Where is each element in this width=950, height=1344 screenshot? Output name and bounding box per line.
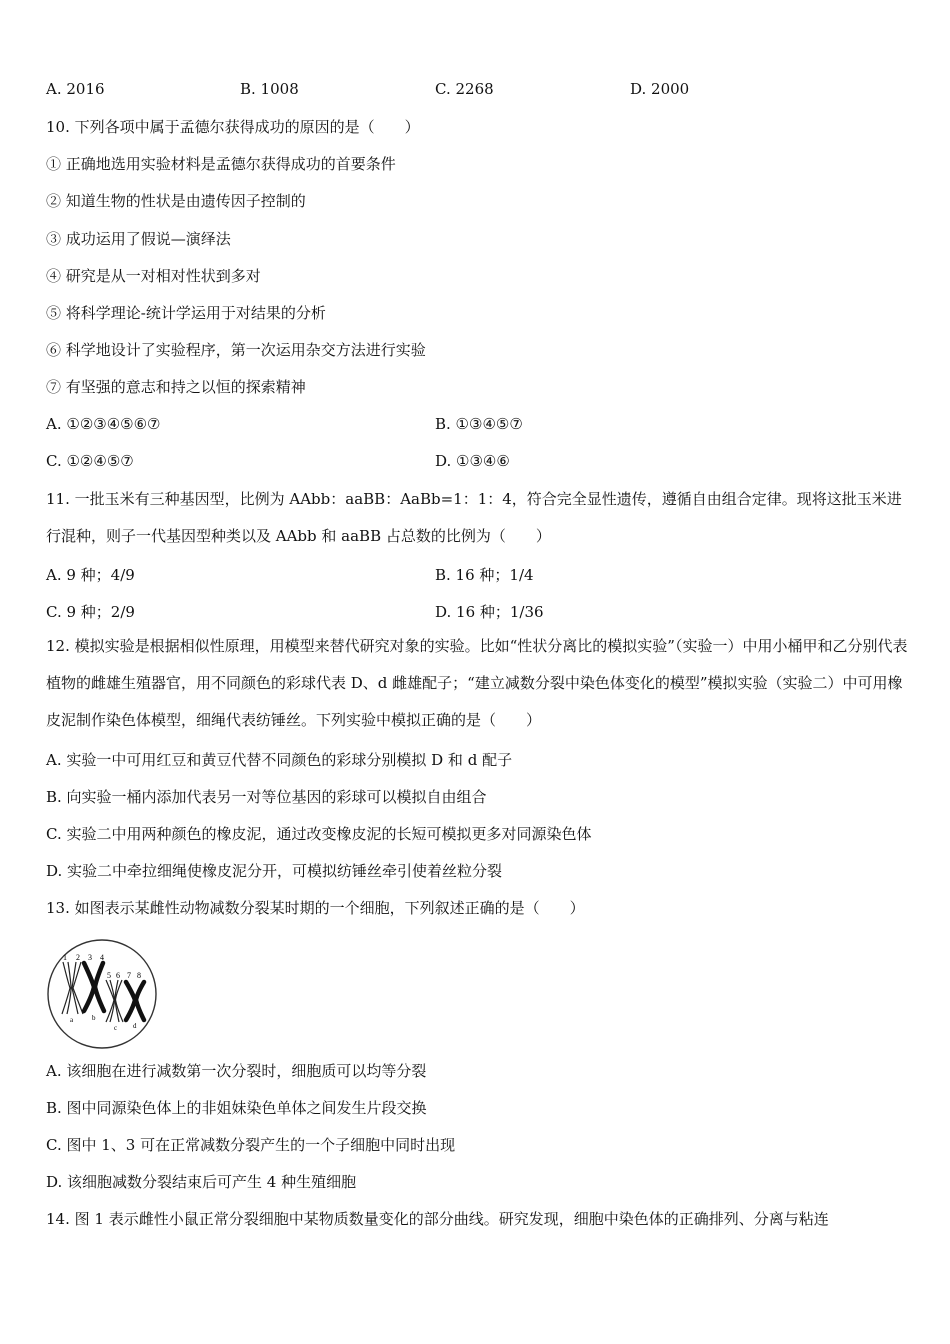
q13-option-b[interactable]: B. 图中同源染色体上的非姐妹染色单体之间发生片段交换 [46,1099,427,1117]
q13-stem: 13. 如图表示某雌性动物减数分裂某时期的一个细胞，下列叙述正确的是（ ） [46,899,585,917]
q9-option-d[interactable]: D. 2000 [630,80,690,98]
label-2: 2 [76,953,80,962]
q9-option-c[interactable]: C. 2268 [435,80,494,98]
q10-item-6: ⑥ 科学地设计了实验程序，第一次运用杂交方法进行实验 [46,341,426,359]
chromosome-d [126,982,144,1020]
label-b: b [92,1014,96,1022]
chromosome-a [62,962,83,1014]
q10-option-a[interactable]: A. ①②③④⑤⑥⑦ [46,415,161,433]
label-7: 7 [127,971,131,980]
q10-item-1: ① 正确地选用实验材料是孟德尔获得成功的首要条件 [46,155,396,173]
q10-item-7: ⑦ 有坚强的意志和持之以恒的探索精神 [46,378,306,396]
q13-option-a[interactable]: A. 该细胞在进行减数第一次分裂时，细胞质可以均等分裂 [46,1062,427,1080]
label-4: 4 [100,953,104,962]
q10-item-4: ④ 研究是从一对相对性状到多对 [46,267,261,285]
label-5: 5 [107,971,111,980]
q13-option-c[interactable]: C. 图中 1、3 可在正常减数分裂产生的一个子细胞中同时出现 [46,1136,456,1154]
label-3: 3 [88,953,92,962]
chromosome-b [84,963,104,1011]
q10-stem: 10. 下列各项中属于孟德尔获得成功的原因的是（ ） [46,118,420,136]
chromosome-c [106,980,123,1022]
label-8: 8 [137,971,141,980]
q11-option-b[interactable]: B. 16 种；1/4 [435,566,534,584]
q10-item-5: ⑤ 将科学理论-统计学运用于对结果的分析 [46,304,326,322]
label-c: c [114,1024,118,1032]
label-1: 1 [63,953,67,962]
q12-option-c[interactable]: C. 实验二中用两种颜色的橡皮泥，通过改变橡皮泥的长短可模拟更多对同源染色体 [46,825,592,843]
q12-option-d[interactable]: D. 实验二中牵拉细绳使橡皮泥分开，可模拟纺锤丝牵引使着丝粒分裂 [46,862,503,880]
q10-option-d[interactable]: D. ①③④⑥ [435,452,510,470]
q9-option-a[interactable]: A. 2016 [46,80,105,98]
q10-item-3: ③ 成功运用了假说—演绎法 [46,230,231,248]
label-a: a [70,1016,74,1024]
q10-option-b[interactable]: B. ①③④⑤⑦ [435,415,523,433]
cell-chromosome-figure [46,938,158,1050]
q13-option-d[interactable]: D. 该细胞减数分裂结束后可产生 4 种生殖细胞 [46,1173,357,1191]
q10-option-c[interactable]: C. ①②④⑤⑦ [46,452,134,470]
q14-stem: 14. 图 1 表示雌性小鼠正常分裂细胞中某物质数量变化的部分曲线。研究发现，细胞中染色体的正确排列、分离与粘连 [46,1210,829,1228]
q12-option-a[interactable]: A. 实验一中可用红豆和黄豆代替不同颜色的彩球分别模拟 D 和 d 配子 [46,751,513,769]
q12-stem: 12. 模拟实验是根据相似性原理，用模型来替代研究对象的实验。比如“性状分离比的模拟实验”（实验一）中用小桶甲和乙分别代表植物的雌雄生殖器官，用不同颜色的彩球代表 D、d 雌雄配子；“建立减数分裂中染色体变化的模型”模拟实验（实验二）中可用橡皮泥制作染色体模型，细绳代表纺锤丝。下列实验中模拟正确的是（ ） [46,637,908,729]
q11-option-d[interactable]: D. 16 种；1/36 [435,603,544,621]
q11-option-a[interactable]: A. 9 种；4/9 [46,566,135,584]
q12-option-b[interactable]: B. 向实验一桶内添加代表另一对等位基因的彩球可以模拟自由组合 [46,788,487,806]
q11-option-c[interactable]: C. 9 种；2/9 [46,603,135,621]
q9-option-b[interactable]: B. 1008 [240,80,299,98]
q11-stem: 11. 一批玉米有三种基因型，比例为 AAbb：aaBB：AaBb=1：1：4，符合完全显性遗传，遵循自由组合定律。现将这批玉米进行混种，则子一代基因型种类以及 AAbb 和 aaBB 占总数的比例为（ ） [46,490,902,545]
label-6: 6 [116,971,120,980]
label-d: d [133,1022,137,1030]
q10-item-2: ② 知道生物的性状是由遗传因子控制的 [46,192,306,210]
